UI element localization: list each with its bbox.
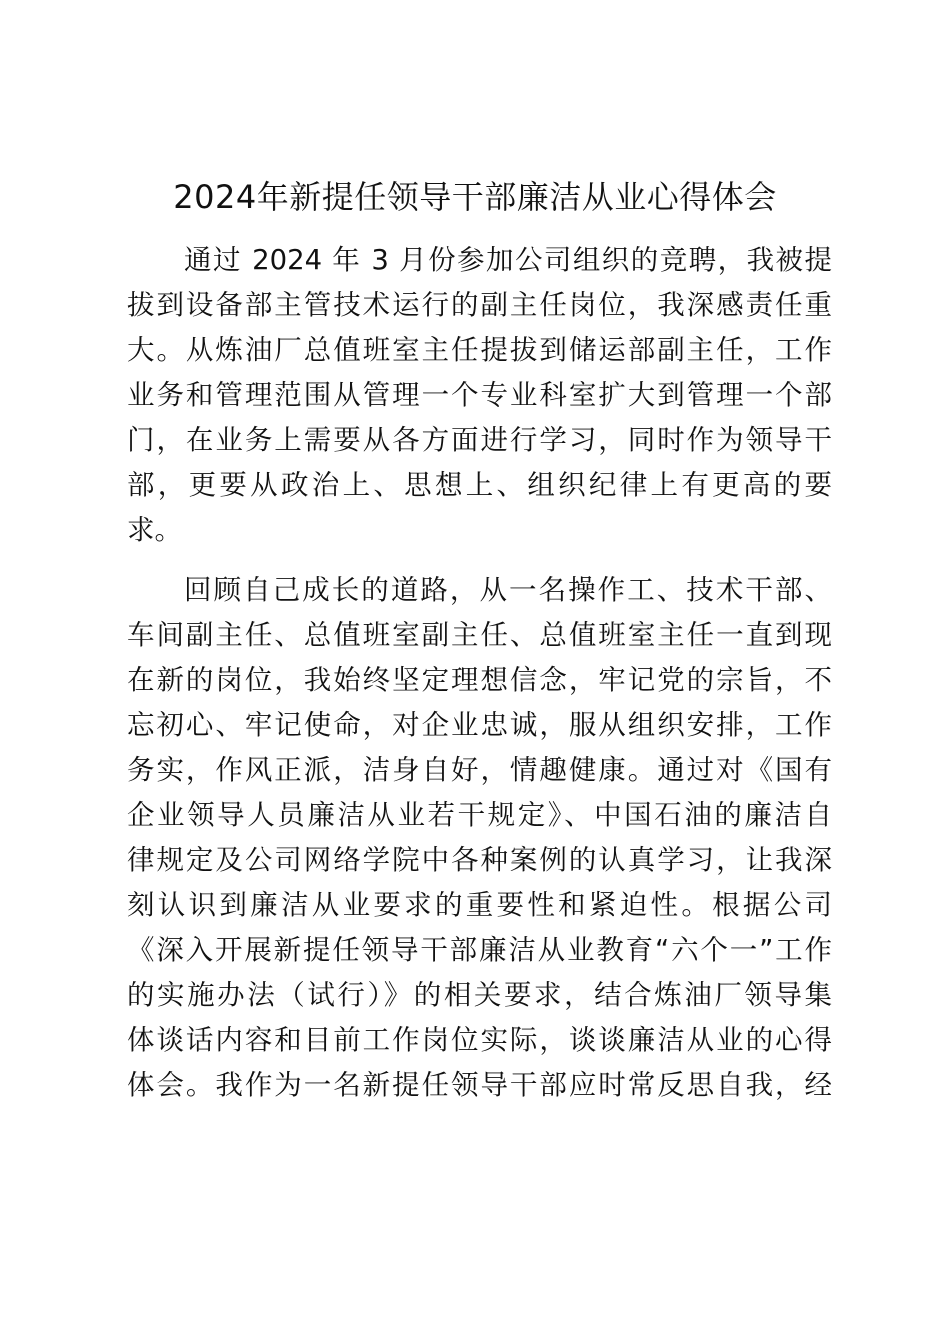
- paragraph-line: 刻认识到廉洁从业要求的重要性和紧迫性。根据公司: [127, 889, 832, 921]
- paragraph-line: 企业领导人员廉洁从业若干规定》、中国石油的廉洁自: [127, 799, 832, 831]
- paragraph-line: 体谈话内容和目前工作岗位实际，谈谈廉洁从业的心得: [127, 1024, 832, 1056]
- paragraph-line: 律规定及公司网络学院中各种案例的认真学习，让我深: [127, 844, 832, 876]
- paragraph-line: 业务和管理范围从管理一个专业科室扩大到管理一个部: [127, 379, 832, 411]
- paragraph-line: 大。从炼油厂总值班室主任提拔到储运部副主任，工作: [127, 334, 832, 366]
- document-title: 2024年新提任领导干部廉洁从业心得体会: [173, 178, 777, 216]
- paragraph-line: 在新的岗位，我始终坚定理想信念，牢记党的宗旨，不: [127, 664, 832, 696]
- paragraph-line: 拔到设备部主管技术运行的副主任岗位，我深感责任重: [127, 289, 832, 321]
- paragraph-line: 求。: [127, 514, 182, 546]
- paragraph-line: 的实施办法（试行）》的相关要求，结合炼油厂领导集: [127, 979, 832, 1011]
- paragraph-line: 《深入开展新提任领导干部廉洁从业教育“六个一”工作: [127, 934, 832, 966]
- paragraph-line: 务实，作风正派，洁身自好，情趣健康。通过对《国有: [127, 754, 832, 786]
- paragraph-line: 忘初心、牢记使命，对企业忠诚，服从组织安排，工作: [127, 709, 832, 741]
- paragraph-line: 体会。我作为一名新提任领导干部应时常反思自我，经: [127, 1069, 832, 1101]
- paragraph-line: 车间副主任、总值班室副主任、总值班室主任一直到现: [127, 619, 832, 651]
- paragraph-line: 通过 2024 年 3 月份参加公司组织的竞聘，我被提: [184, 244, 832, 276]
- paragraph-line: 回顾自己成长的道路，从一名操作工、技术干部、: [184, 574, 832, 606]
- paragraph-2: [127, 568, 832, 1108]
- paragraph-1: [127, 238, 832, 553]
- paragraph-line: 门，在业务上需要从各方面进行学习，同时作为领导干: [127, 424, 832, 456]
- paragraph-line: 部，更要从政治上、思想上、组织纪律上有更高的要: [127, 469, 832, 501]
